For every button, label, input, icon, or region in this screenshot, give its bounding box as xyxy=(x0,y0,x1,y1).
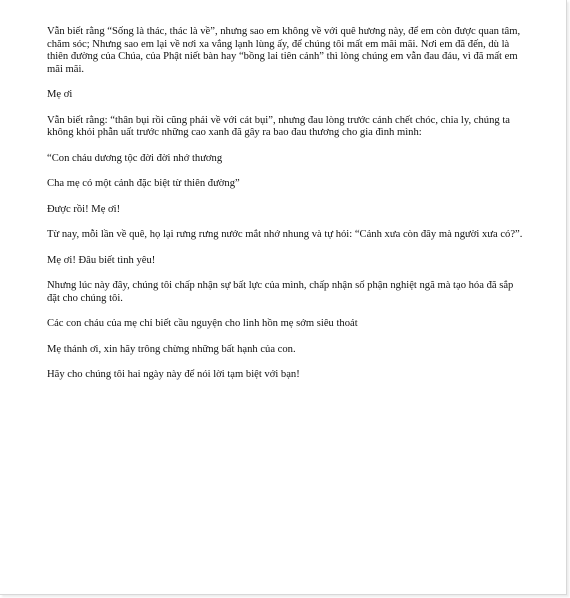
paragraph-6: Được rồi! Mẹ ơi! xyxy=(47,203,121,215)
paragraph-2: Mẹ ơi xyxy=(47,89,73,100)
paragraph-1: Vẫn biết rằng “Sống là thác, thác là về”, nhưng sao em không về với quê hương này, để em còn được quan tâm, chăm sóc; Nhưng sao em lại về nơi xa vắng lạnh lùng ấy, để chúng tôi mất em mãi mãi. Nơi em đã đến, dù là thiên đường của Chúa, của Phật niết bàn hay “bồng lai tiên cảnh” thì lòng chúng em vẫn đau đáu, vì đã mất em mãi mãi. xyxy=(47,26,521,75)
paragraph-8: Mẹ ơi! Đâu biết tình yêu! xyxy=(47,254,156,266)
paragraph-12: Hãy cho chúng tôi hai ngày này để nói lời tạm biệt với bạn! xyxy=(47,369,300,380)
paragraph-7: Từ nay, mỗi lần về quê, họ lại rưng rưng nước mắt nhớ nhung và tự hỏi: “Cảnh xưa còn đây mà người xưa có?”. xyxy=(47,229,523,240)
paragraph-5: Cha mẹ có một cảnh đặc biệt từ thiên đường” xyxy=(47,178,240,189)
paragraph-11: Mẹ thánh ơi, xin hãy trông chừng những bất hạnh của con. xyxy=(47,343,296,355)
document-body xyxy=(47,26,525,395)
paragraph-4: “Con cháu dương tộc đời đời nhớ thương xyxy=(47,152,223,164)
paragraph-10: Các con cháu của mẹ chỉ biết cầu nguyện cho linh hồn mẹ sớm siêu thoát xyxy=(47,318,358,329)
paragraph-9: Nhưng lúc này đây, chúng tôi chấp nhận sự bất lực của mình, chấp nhận số phận nghiệt ngã mà tạo hóa đã sắp đặt cho chúng tôi. xyxy=(47,280,514,304)
paragraph-3: Vẫn biết rằng: “thân bụi rồi cũng phải về với cát bụi”, nhưng đau lòng trước cảnh chết chóc, chia ly, chúng ta không khỏi phẫn uất trước những cao xanh đã gây ra bao đau thương cho gia đình mình: xyxy=(47,114,510,138)
